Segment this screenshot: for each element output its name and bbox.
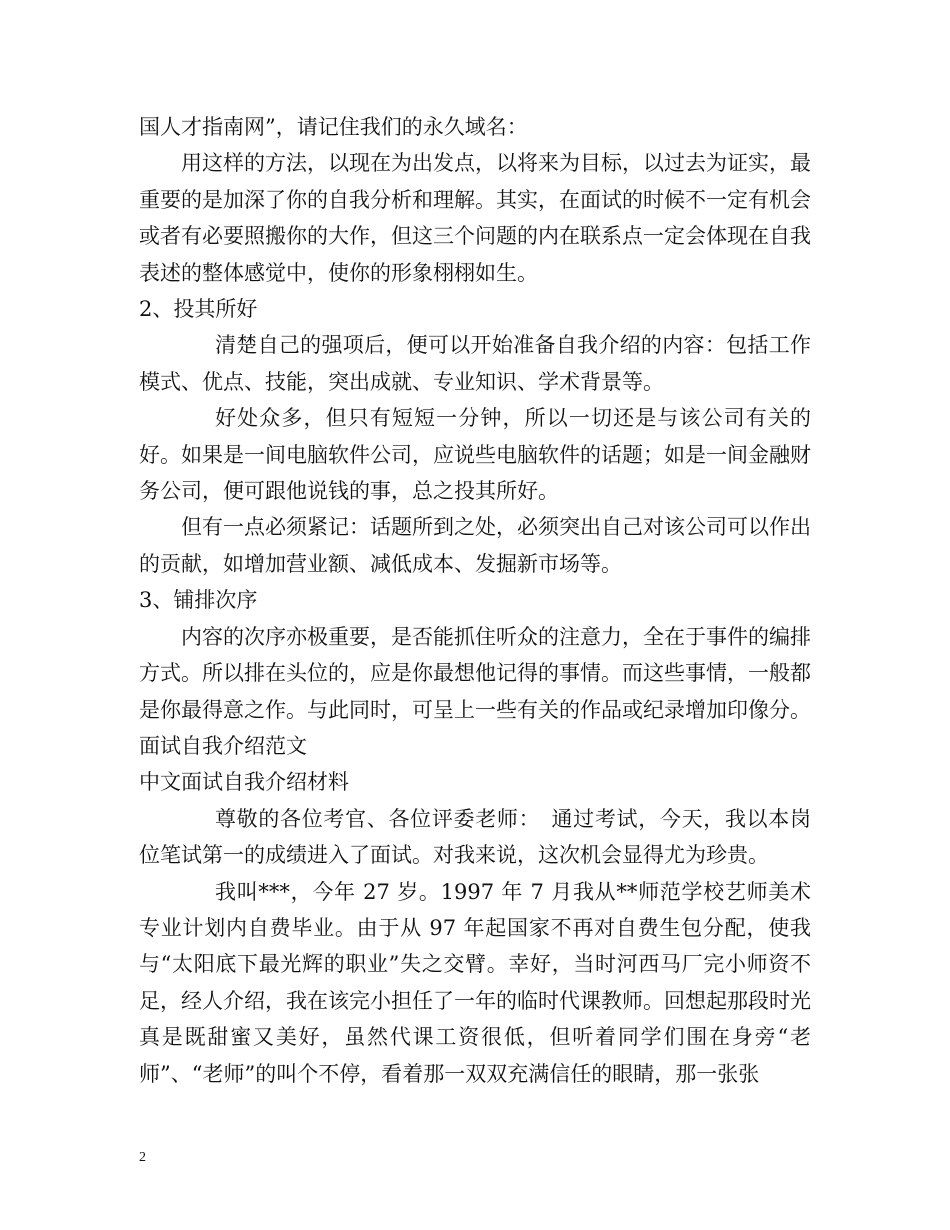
document-body [139, 109, 811, 1092]
paragraph-order: 内容的次序亦极重要，是否能抓住听众的注意力，全在于事件的编排方式。所以排在头位的，应是你最想他记得的事情。而这些事情，一般都是你最得意之作。与此同时，可呈上一些有关的作品或纪录增加印像分。 [139, 624, 811, 722]
heading-sample: 面试自我介绍范文 [139, 733, 307, 758]
paragraph-strengths: 清楚自己的强项后，便可以开始准备自我介绍的内容：包括工作模式、优点、技能，突出成就、专业知识、学术背景等。 [139, 333, 811, 394]
section-heading-2: 2、投其所好 [139, 297, 258, 322]
heading-material: 中文面试自我介绍材料 [139, 770, 349, 795]
paragraph-contribution: 但有一点必须紧记：话题所到之处，必须突出自己对该公司可以作出的贡献，如增加营业额、减低成本、发掘新市场等。 [139, 515, 811, 576]
section-heading-3: 3、铺排次序 [139, 588, 258, 613]
paragraph-introduction: 我叫***，今年 27 岁。1997 年 7 月我从**师范学校艺师美术专业计划内自费毕业。由于从 97 年起国家不再对自费生包分配，使我与“太阳底下最光辉的职业”失之交臂。幸好，当时河西马厂完小师资不足，经人介绍，我在该完小担任了一年的临时代课教师。回想起那段时光真是既甜蜜又美好，虽然代课工资很低，但听着同学们围在身旁“老师”、“老师”的叫个不停，看着那一双双充满信任的眼睛，那一张张 [139, 879, 811, 1086]
page-number: 2 [139, 1150, 146, 1165]
paragraph-benefits: 好处众多，但只有短短一分钟，所以一切还是与该公司有关的好。如果是一间电脑软件公司，应说些电脑软件的话题；如是一间金融财务公司，便可跟他说钱的事，总之投其所好。 [139, 406, 811, 504]
paragraph-continuation: 国人才指南网”，请记住我们的永久域名： [139, 115, 528, 139]
paragraph-method: 用这样的方法，以现在为出发点，以将来为目标，以过去为证实，最重要的是加深了你的自我分析和理解。其实，在面试的时候不一定有机会或者有必要照搬你的大作，但这三个问题的内在联系点一定会体现在自我表述的整体感觉中，使你的形象栩栩如生。 [139, 151, 811, 285]
paragraph-greeting: 尊敬的各位考官、各位评委老师： 通过考试，今天，我以本岗位笔试第一的成绩进入了面试。对我来说，这次机会显得尤为珍贵。 [139, 806, 811, 868]
